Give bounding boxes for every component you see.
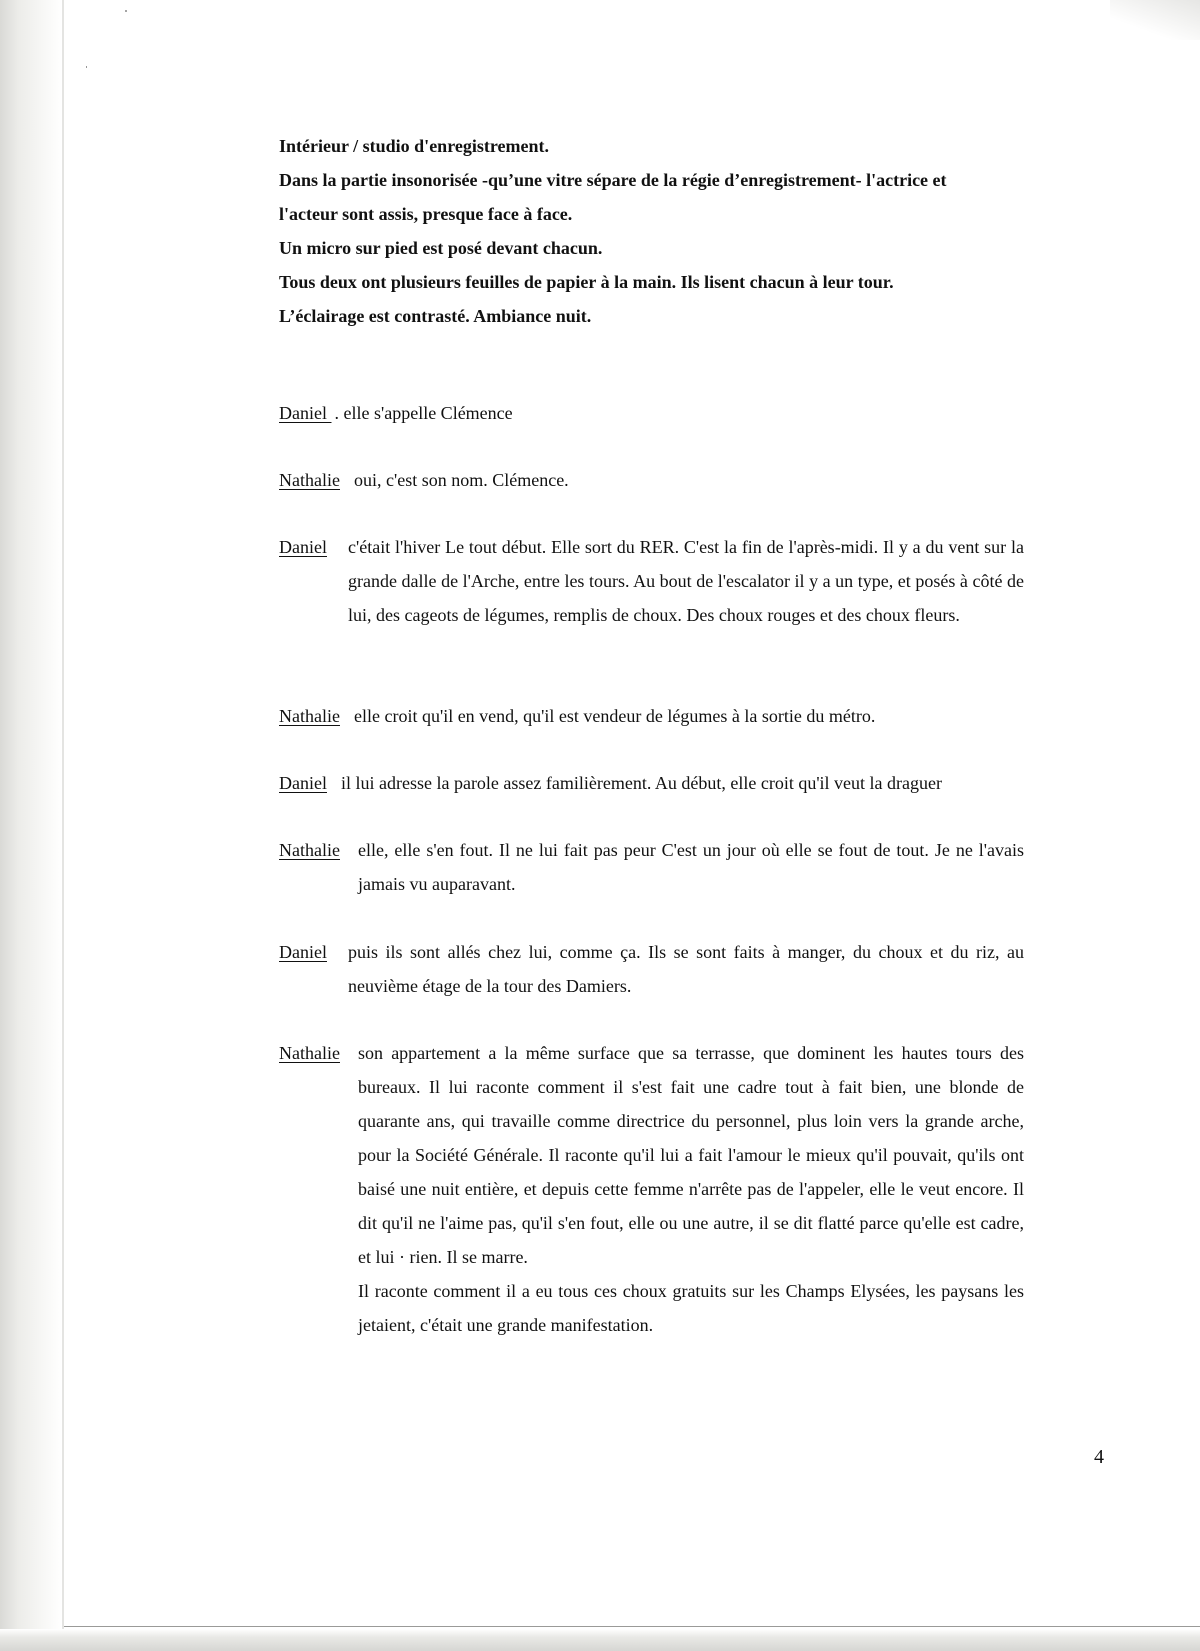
dialogue-line <box>279 699 1024 733</box>
scan-speck <box>86 66 87 68</box>
scan-bottom-border <box>64 1626 1200 1627</box>
dialogue-text: il lui adresse la parole assez familièrement. Au début, elle croit qu'il veut la draguer <box>340 773 943 793</box>
scan-left-edge <box>0 0 62 1651</box>
dialogue-text: son appartement a la même surface que sa terrasse, que dominent les hautes tours des bureaux. Il lui raconte comment il s'est fait une cadre tout à fait bien, une blonde de quarante ans, qui travaille comme directrice du personnel, plus loin vers la grande arche, pour la Société Générale. Il raconte qu'il lui a fait l'amour le mieux qu'il pouvait, qu'ils ont baisé une nuit entière, et depuis cette femme n'arrête pas de l'appeler, elle le veut encore. Il dit qu'il ne l'aime pas, qu'il s'en fout, elle ou une autre, il se dit flatté parce qu'elle est cadre, et lui · rien. Il se marre. <box>358 1043 1024 1267</box>
dialogue-line <box>279 396 1024 430</box>
dialogue-line <box>279 1036 1024 1342</box>
scan-corner-shade <box>1110 0 1200 40</box>
stage-direction-line: Un micro sur pied est posé devant chacun. <box>279 238 603 258</box>
scan-left-border <box>62 0 64 1651</box>
speaker-name: Daniel <box>279 537 327 557</box>
stage-direction-line: Intérieur / studio d'enregistrement. <box>279 136 549 156</box>
page-number: 4 <box>1094 1446 1104 1468</box>
speaker-name: Daniel <box>279 403 332 423</box>
stage-direction-line: l'acteur sont assis, presque face à face. <box>279 204 573 224</box>
dialogue-line <box>279 530 1024 632</box>
dialogue-text: oui, c'est son nom. Clémence. <box>353 470 569 490</box>
dialogue-line <box>279 833 1024 901</box>
dialogue-line <box>279 766 1024 800</box>
dialogue-text-continued: Il raconte comment il a eu tous ces choux gratuits sur les Champs Elysées, les paysans les jetaient, c'était une grande manifestation. <box>358 1281 1024 1335</box>
speaker-name: Nathalie <box>279 706 340 726</box>
dialogue-text: c'était l'hiver Le tout début. Elle sort du RER. C'est la fin de l'après-midi. Il y a du vent sur la grande dalle de l'Arche, entre les tours. Au bout de l'escalator il y a un type, et posés à côté de lui, des cageots de légumes, remplis de choux. Des choux rouges et des choux fleurs. <box>348 537 1024 625</box>
speaker-name: Nathalie <box>279 1043 340 1063</box>
scan-bottom-edge <box>0 1629 1200 1651</box>
speaker-name: Nathalie <box>279 470 340 490</box>
dialogue-text: puis ils sont allés chez lui, comme ça. Ils se sont faits à manger, du choux et du riz, au neuvième étage de la tour des Damiers. <box>348 942 1024 996</box>
scan-speck <box>125 10 127 12</box>
dialogue-text: elle croit qu'il en vend, qu'il est vendeur de légumes à la sortie du métro. <box>353 706 876 726</box>
dialogue-text: elle, elle s'en fout. Il ne lui fait pas peur C'est un jour où elle se fout de tout. Je ne l'avais jamais vu auparavant. <box>358 840 1024 894</box>
stage-direction-line: L’éclairage est contrasté. Ambiance nuit. <box>279 306 592 326</box>
stage-direction-line: Tous deux ont plusieurs feuilles de papier à la main. Ils lisent chacun à leur tour. <box>279 272 894 292</box>
dialogue-text: . elle s'appelle Clémence <box>334 403 513 423</box>
stage-directions <box>279 129 1039 333</box>
stage-direction-line: Dans la partie insonorisée -qu’une vitre sépare de la régie d’enregistrement- l'actrice et <box>279 170 947 190</box>
speaker-name: Nathalie <box>279 840 340 860</box>
speaker-name: Daniel <box>279 773 327 793</box>
speaker-name: Daniel <box>279 942 327 962</box>
dialogue-line <box>279 935 1024 1003</box>
dialogue-line <box>279 463 1024 497</box>
